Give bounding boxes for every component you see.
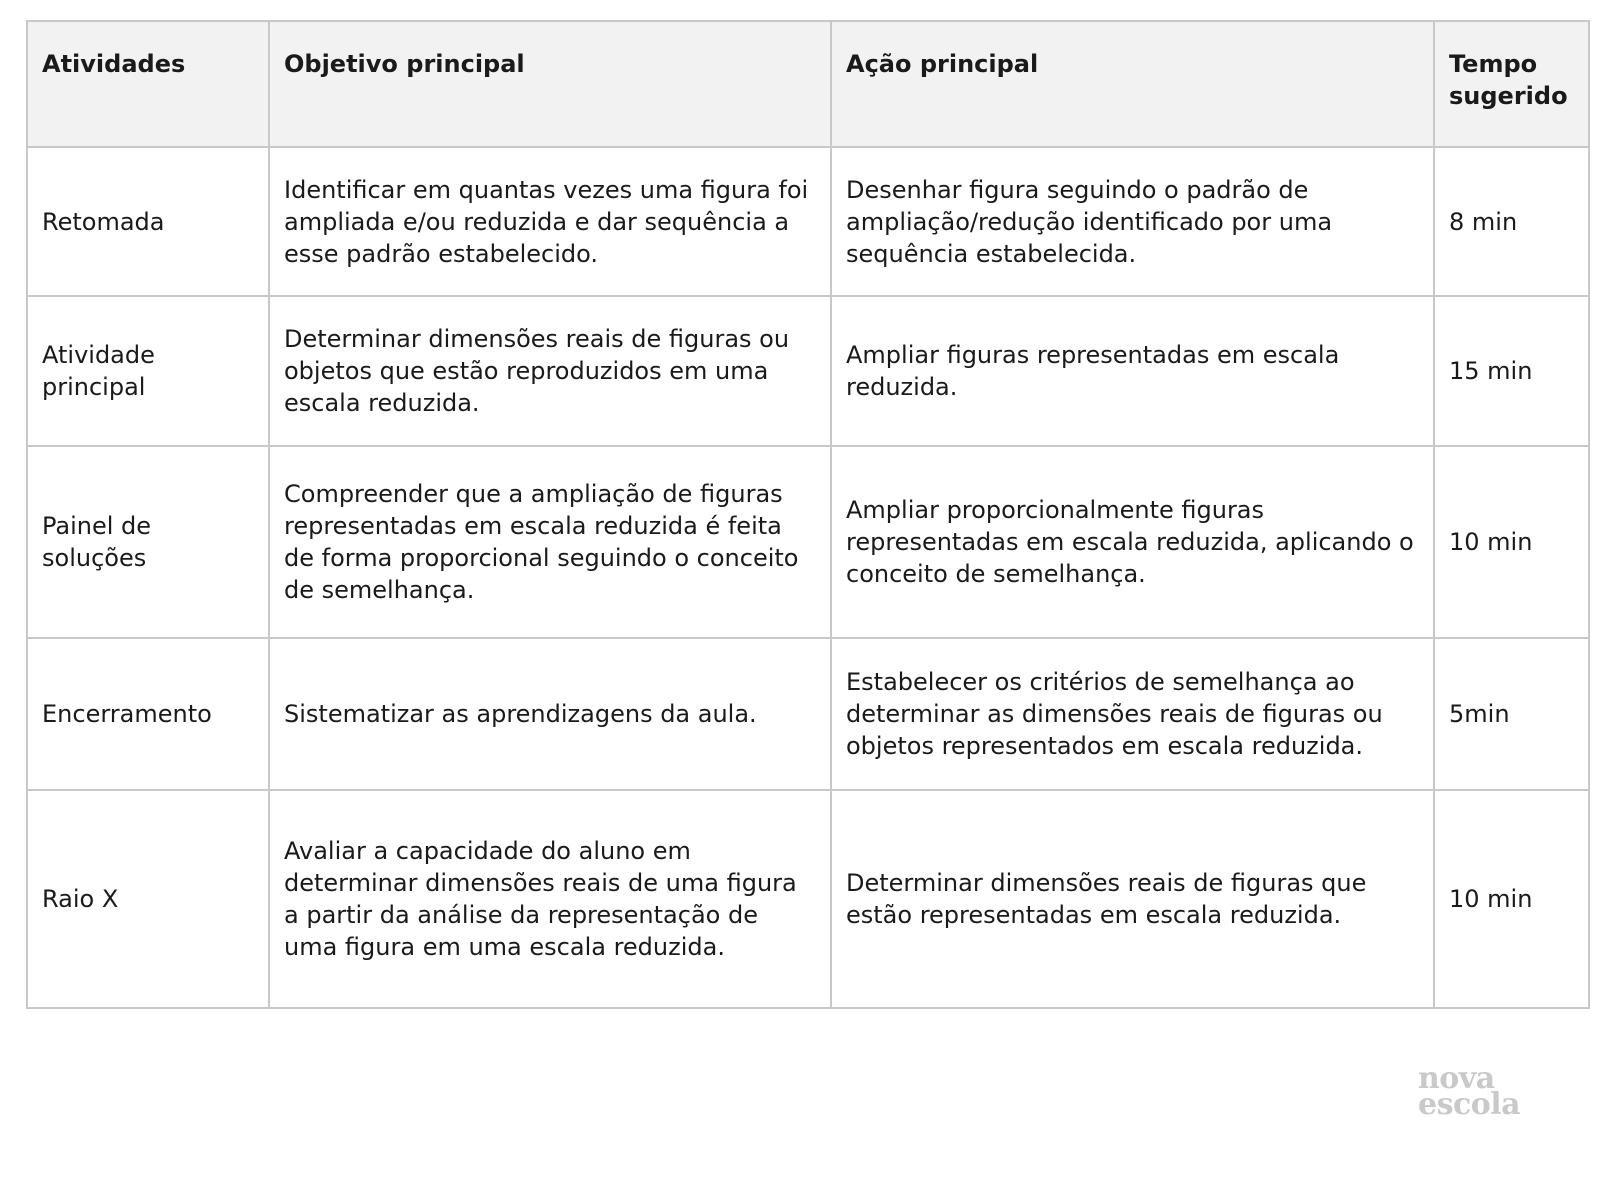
cell-acao: Desenhar figura seguindo o padrão de ampliação/redução identificado por uma sequência estabelecida. [831,147,1434,296]
table-row [27,296,1589,446]
cell-tempo: 10 min [1434,446,1589,638]
cell-tempo: 10 min [1434,790,1589,1008]
cell-acao: Ampliar proporcionalmente figuras representadas em escala reduzida, aplicando o conceito de semelhança. [831,446,1434,638]
cell-objetivo: Compreender que a ampliação de figuras representadas em escala reduzida é feita de forma proporcional seguindo o conceito de semelhança. [269,446,831,638]
cell-atividade: Retomada [27,147,269,296]
cell-tempo: 5min [1434,638,1589,790]
table-row [27,638,1589,790]
cell-atividade: Encerramento [27,638,269,790]
cell-acao: Ampliar figuras representadas em escala reduzida. [831,296,1434,446]
cell-objetivo: Identificar em quantas vezes uma figura foi ampliada e/ou reduzida e dar sequência a esse padrão estabelecido. [269,147,831,296]
logo-line-nova: nova [1418,1061,1495,1096]
lesson-plan-table [26,20,1590,1009]
cell-atividade: Raio X [27,790,269,1008]
cell-objetivo: Avaliar a capacidade do aluno em determinar dimensões reais de uma figura a partir da análise da representação de uma figura em uma escala reduzida. [269,790,831,1008]
table-header-row [27,21,1589,147]
cell-tempo: 15 min [1434,296,1589,446]
logo-line-escola: escola [1418,1087,1521,1122]
cell-atividade: Painel de soluções [27,446,269,638]
cell-acao: Determinar dimensões reais de figuras que estão representadas em escala reduzida. [831,790,1434,1008]
cell-acao: Estabelecer os critérios de semelhança ao determinar as dimensões reais de figuras ou objetos representados em escala reduzida. [831,638,1434,790]
cell-objetivo: Determinar dimensões reais de figuras ou objetos que estão reproduzidos em uma escala reduzida. [269,296,831,446]
cell-tempo: 8 min [1434,147,1589,296]
header-tempo-sugerido: Tempo sugerido [1434,21,1589,147]
nova-escola-logo [1418,1061,1538,1122]
header-objetivo-principal: Objetivo principal [269,21,831,147]
header-atividades: Atividades [27,21,269,147]
table-row [27,790,1589,1008]
cell-atividade: Atividade principal [27,296,269,446]
cell-objetivo: Sistematizar as aprendizagens da aula. [269,638,831,790]
table-row [27,446,1589,638]
table-row [27,147,1589,296]
header-acao-principal: Ação principal [831,21,1434,147]
